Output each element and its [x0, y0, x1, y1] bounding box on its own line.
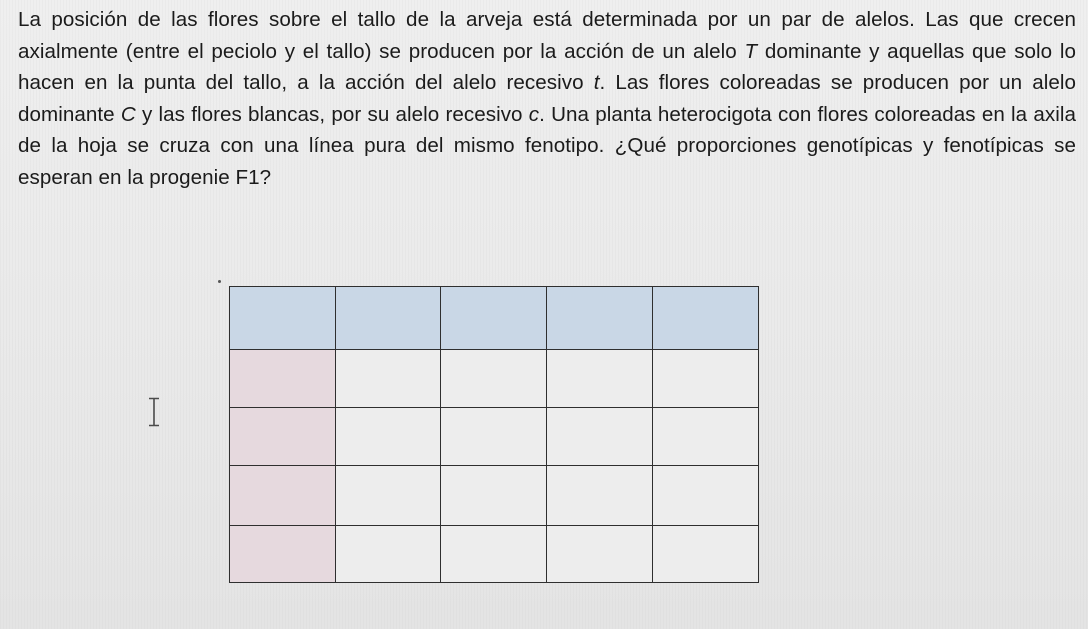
punnett-cell[interactable]: [653, 407, 759, 466]
question-segment: La posición de las flores sobre el tallo de la arveja está determinada por un par de alelos. Las que crecen axialmente (entre el peciolo y el tallo) se producen por la acción de un alelo: [18, 8, 1076, 63]
punnett-header-cell[interactable]: [547, 287, 653, 350]
question-segment: . Las flores coloreadas se producen por un alelo dominante: [18, 71, 1076, 126]
punnett-header-cell[interactable]: [441, 287, 547, 350]
punnett-cell[interactable]: [547, 466, 653, 526]
punnett-cell[interactable]: [441, 466, 547, 526]
punnett-side-cell[interactable]: [230, 349, 336, 407]
question-segment: y las flores blancas, por su alelo recesivo: [135, 102, 529, 126]
allele-c: c: [528, 102, 540, 126]
punnett-side-cell[interactable]: [230, 466, 336, 526]
punnett-side-cell[interactable]: [230, 407, 336, 466]
punnett-row: [230, 466, 759, 526]
punnett-header-cell[interactable]: [653, 287, 759, 350]
punnett-row: [230, 407, 759, 466]
punnett-cell[interactable]: [441, 349, 547, 407]
punnett-cell[interactable]: [547, 526, 653, 583]
question-segment: dominante y aquellas que solo lo hacen en la punta del tallo, a la acción del alelo recesivo: [18, 39, 1076, 95]
allele-t: t: [593, 71, 600, 95]
punnett-cell[interactable]: [441, 526, 547, 583]
punnett-row: [230, 349, 759, 407]
allele-T: T: [744, 39, 758, 63]
punnett-cell[interactable]: [336, 466, 441, 526]
punnett-corner-cell[interactable]: [230, 287, 336, 350]
punnett-cell[interactable]: [336, 407, 441, 466]
punnett-cell[interactable]: [441, 407, 547, 466]
punnett-square: [229, 286, 759, 583]
punnett-cell[interactable]: [336, 526, 441, 583]
punnett-header-row: [230, 287, 759, 350]
question-segment: . Una planta heterocigota con flores coloreadas en la axila de la hoja se cruza con una línea pura del mismo fenotipo. ¿Qué proporciones genotípicas y fenotípicas se esperan en la progenie F1?: [18, 102, 1076, 189]
punnett-cell[interactable]: [653, 349, 759, 407]
allele-C: C: [120, 102, 136, 126]
punnett-cell[interactable]: [547, 407, 653, 466]
punnett-cell[interactable]: [547, 349, 653, 407]
question-text: [18, 4, 1076, 194]
punnett-cell[interactable]: [653, 526, 759, 583]
punnett-cell[interactable]: [336, 349, 441, 407]
dot-mark: [218, 280, 221, 283]
punnett-header-cell[interactable]: [336, 287, 441, 350]
text-cursor-icon: [147, 397, 161, 427]
punnett-row: [230, 526, 759, 583]
punnett-cell[interactable]: [653, 466, 759, 526]
punnett-side-cell[interactable]: [230, 526, 336, 583]
